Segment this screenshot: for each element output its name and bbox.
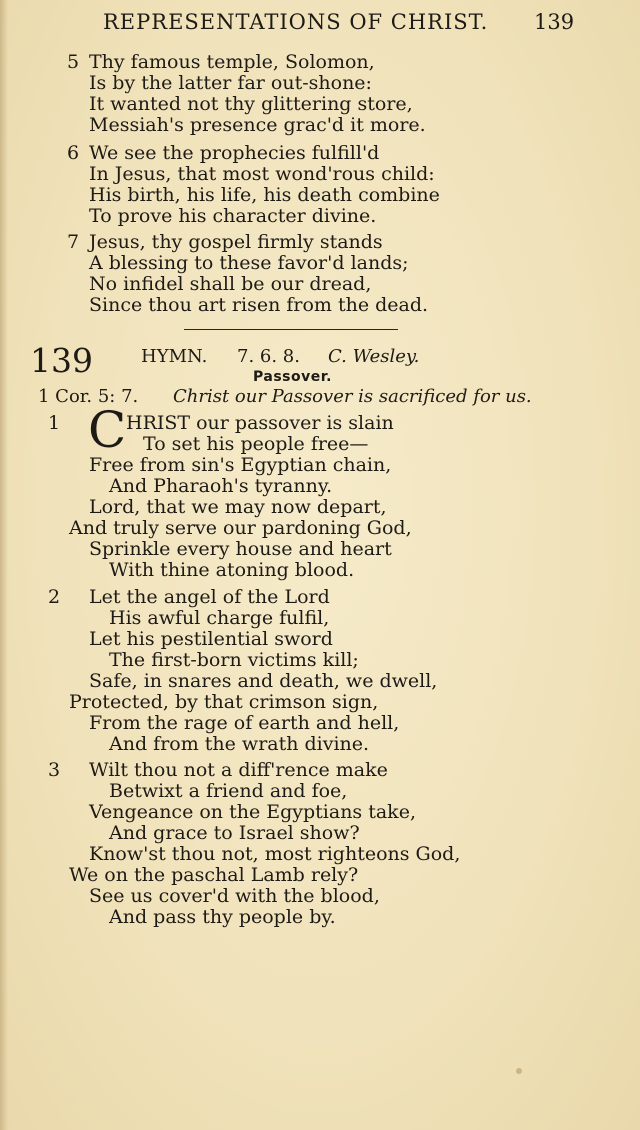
verse-number: 3 <box>48 759 61 781</box>
verse-line: We on the paschal Lamb rely? <box>69 864 359 886</box>
verse-line: See us cover'd with the blood, <box>89 885 380 907</box>
verse-line: And Pharaoh's tyranny. <box>109 475 333 497</box>
verse-line: Let the angel of the Lord <box>89 586 330 608</box>
verse-line: Is by the latter far out-shone: <box>89 72 372 94</box>
verse-number: 2 <box>48 586 61 608</box>
verse-line: Betwixt a friend and foe, <box>109 780 348 802</box>
verse-number: 5 <box>67 51 80 73</box>
scripture-reference: 1 Cor. 5: 7. <box>38 386 139 407</box>
verse-line: Wilt thou not a diff'rence make <box>89 759 388 781</box>
verse-line: No infidel shall be our dread, <box>89 273 372 295</box>
verse-line: Vengeance on the Egyptians take, <box>89 801 416 823</box>
verse-number: 7 <box>67 231 80 253</box>
verse-line: And truly serve our pardoning God, <box>69 517 412 539</box>
verse-number: 6 <box>67 142 80 164</box>
page-edge-shadow <box>0 0 8 1130</box>
verse-line: It wanted not thy glittering store, <box>89 93 413 115</box>
verse-line: From the rage of earth and hell, <box>89 712 400 734</box>
verse-line: We see the prophecies fulfill'd <box>89 142 380 164</box>
scripture-text: Christ our Passover is sacrificed for us. <box>173 386 532 407</box>
hymn-label: HYMN. <box>141 346 208 367</box>
verse-line: HRIST our passover is slain <box>126 412 394 434</box>
running-header-title: REPRESENTATIONS OF CHRIST. <box>103 10 489 34</box>
hymn-author: C. Wesley. <box>328 346 420 367</box>
verse-line: To set his people free— <box>143 433 369 455</box>
verse-line: Safe, in snares and death, we dwell, <box>89 670 438 692</box>
verse-line: The first-born victims kill; <box>109 649 359 671</box>
verse-line: Thy famous temple, Solomon, <box>89 51 375 73</box>
verse-line: A blessing to these favor'd lands; <box>89 252 409 274</box>
drop-cap-letter: C <box>88 401 127 459</box>
verse-line: Since thou art risen from the dead. <box>89 294 429 316</box>
verse-line: Protected, by that crimson sign, <box>69 691 379 713</box>
verse-line: His awful charge fulfil, <box>109 607 330 629</box>
verse-line: And grace to Israel show? <box>109 822 360 844</box>
verse-line: Jesus, thy gospel firmly stands <box>89 231 383 253</box>
verse-line: And pass thy people by. <box>109 906 336 928</box>
verse-line: To prove his character divine. <box>89 205 377 227</box>
verse-line: Lord, that we may now depart, <box>89 496 387 518</box>
verse-number: 1 <box>48 412 61 434</box>
verse-line: Know'st thou not, most righteons God, <box>89 843 461 865</box>
verse-line: In Jesus, that most wond'rous child: <box>89 163 435 185</box>
paper-speck <box>516 1068 522 1074</box>
verse-line: Messiah's presence grac'd it more. <box>89 114 426 136</box>
hymn-subtitle: Passover. <box>253 369 332 385</box>
verse-line: Sprinkle every house and heart <box>89 538 392 560</box>
page-number: 139 <box>534 10 575 34</box>
verse-line: Free from sin's Egyptian chain, <box>89 454 392 476</box>
hymn-meter: 7. 6. 8. <box>237 346 300 367</box>
verse-line: His birth, his life, his death combine <box>89 184 440 206</box>
verse-line: And from the wrath divine. <box>109 733 370 755</box>
section-divider <box>184 329 398 330</box>
hymn-number: 139 <box>30 341 93 380</box>
verse-line: With thine atoning blood. <box>109 559 355 581</box>
verse-line: Let his pestilential sword <box>89 628 333 650</box>
